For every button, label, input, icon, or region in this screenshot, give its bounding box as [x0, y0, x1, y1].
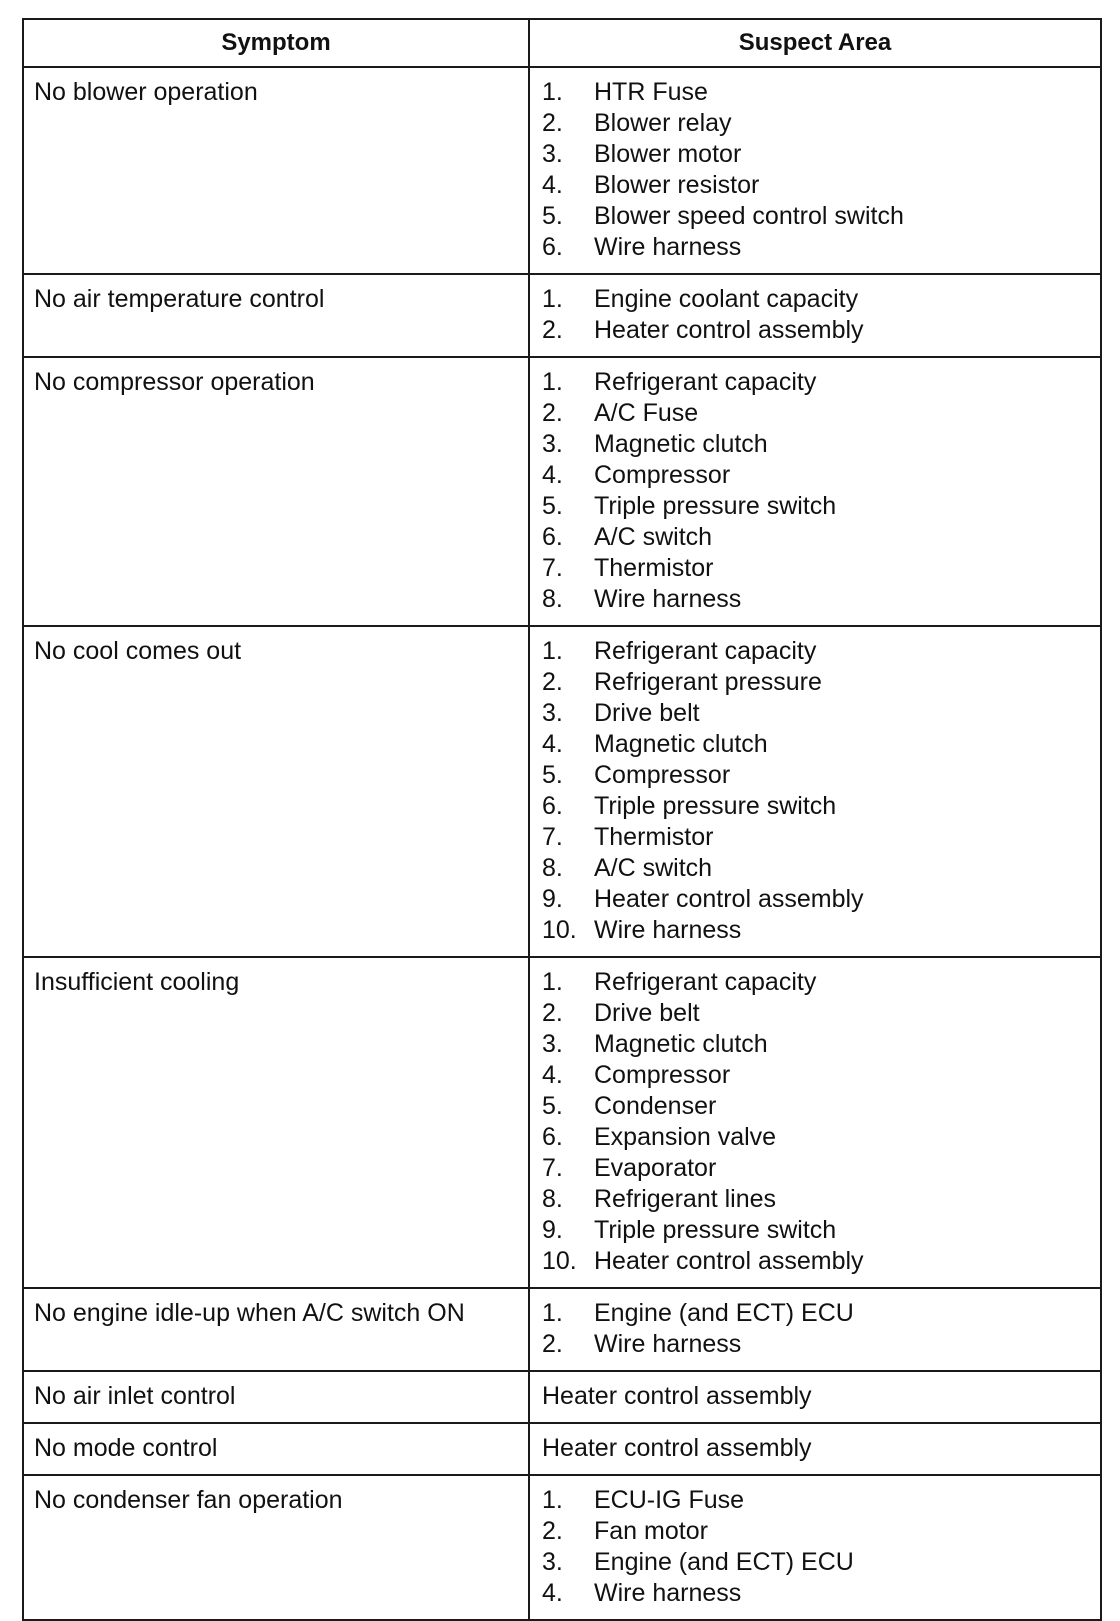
- table-row: [23, 626, 1101, 957]
- symptom-text: No compressor operation: [34, 368, 315, 396]
- suspect-item: [542, 853, 1092, 884]
- suspect-item: [542, 429, 1092, 460]
- suspect-item-number: 6.: [542, 1123, 563, 1151]
- suspect-item: [542, 1029, 1092, 1060]
- suspect-item-text: Wire harness: [594, 1579, 742, 1607]
- suspect-item-text: Drive belt: [594, 699, 700, 727]
- suspect-item: [542, 915, 1092, 946]
- suspect-item-text: Blower relay: [594, 109, 732, 137]
- suspect-item-text: A/C switch: [594, 523, 713, 551]
- suspect-item-number: 7.: [542, 1154, 563, 1182]
- suspect-item: [542, 1547, 1092, 1578]
- suspect-item-number: 1.: [542, 637, 563, 665]
- suspect-item-text: Blower motor: [594, 140, 742, 168]
- suspect-item-number: 1.: [542, 285, 563, 313]
- suspect-item: [542, 760, 1092, 791]
- suspect-item-number: 3.: [542, 140, 563, 168]
- suspect-item: [542, 967, 1092, 998]
- suspect-item-text: Refrigerant capacity: [594, 637, 817, 665]
- suspect-item: [542, 1578, 1092, 1609]
- suspect-area-cell: [529, 1371, 1101, 1423]
- suspect-item-number: 4.: [542, 1579, 563, 1607]
- table-row: [23, 957, 1101, 1288]
- suspect-item-text: Triple pressure switch: [594, 792, 837, 820]
- suspect-area-cell: [529, 1288, 1101, 1371]
- suspect-item-text: Evaporator: [594, 1154, 717, 1182]
- suspect-item: [542, 398, 1092, 429]
- suspect-item-number: 5.: [542, 202, 563, 230]
- suspect-item-number: 10.: [542, 916, 577, 944]
- suspect-item-text: Fan motor: [594, 1517, 708, 1545]
- suspect-item-text: Compressor: [594, 461, 731, 489]
- suspect-item-text: ECU-IG Fuse: [594, 1486, 745, 1514]
- suspect-item-number: 2.: [542, 1517, 563, 1545]
- symptom-text: No air temperature control: [34, 285, 325, 313]
- suspect-item: [542, 170, 1092, 201]
- suspect-plain-text: Heater control assembly: [542, 1434, 812, 1462]
- suspect-item-number: 3.: [542, 1548, 563, 1576]
- suspect-item-number: 6.: [542, 523, 563, 551]
- suspect-item-text: Triple pressure switch: [594, 492, 837, 520]
- suspect-item-number: 2.: [542, 109, 563, 137]
- suspect-item-number: 8.: [542, 1185, 563, 1213]
- suspect-item-number: 4.: [542, 730, 563, 758]
- suspect-item-number: 3.: [542, 430, 563, 458]
- symptom-text: No blower operation: [34, 78, 258, 106]
- suspect-item: [542, 1060, 1092, 1091]
- suspect-item: [542, 1153, 1092, 1184]
- suspect-item: [542, 284, 1092, 315]
- suspect-area-cell: [529, 1475, 1101, 1620]
- suspect-item-number: 5.: [542, 1092, 563, 1120]
- suspect-list: [542, 284, 1092, 346]
- suspect-item-text: Expansion valve: [594, 1123, 777, 1151]
- suspect-item-text: Heater control assembly: [594, 1247, 864, 1275]
- table-row: [23, 1288, 1101, 1371]
- suspect-item-text: A/C switch: [594, 854, 713, 882]
- suspect-item-text: Magnetic clutch: [594, 730, 768, 758]
- table-row: [23, 274, 1101, 357]
- table-body: [23, 67, 1101, 1620]
- suspect-item: [542, 822, 1092, 853]
- suspect-area-cell: [529, 67, 1101, 274]
- symptom-cell: [23, 357, 529, 626]
- suspect-item-text: Heater control assembly: [594, 316, 864, 344]
- symptom-text: No mode control: [34, 1434, 218, 1462]
- suspect-item-number: 7.: [542, 823, 563, 851]
- suspect-list: [542, 1485, 1092, 1609]
- suspect-item-text: Wire harness: [594, 233, 742, 261]
- suspect-list: [542, 367, 1092, 615]
- suspect-item-text: Magnetic clutch: [594, 430, 768, 458]
- symptom-text: No cool comes out: [34, 637, 242, 665]
- suspect-item: [542, 1246, 1092, 1277]
- suspect-item-number: 9.: [542, 1216, 563, 1244]
- suspect-item-number: 8.: [542, 854, 563, 882]
- suspect-item: [542, 108, 1092, 139]
- suspect-item: [542, 884, 1092, 915]
- suspect-item-number: 2.: [542, 999, 563, 1027]
- suspect-item: [542, 553, 1092, 584]
- suspect-area-cell: [529, 957, 1101, 1288]
- suspect-item-text: Drive belt: [594, 999, 700, 1027]
- suspect-item-text: Engine (and ECT) ECU: [594, 1548, 854, 1576]
- suspect-item-text: Wire harness: [594, 1330, 742, 1358]
- suspect-item-text: Magnetic clutch: [594, 1030, 768, 1058]
- suspect-plain-text: Heater control assembly: [542, 1382, 812, 1410]
- suspect-item-number: 4.: [542, 461, 563, 489]
- suspect-item-number: 4.: [542, 1061, 563, 1089]
- suspect-item-text: Triple pressure switch: [594, 1216, 837, 1244]
- suspect-item-text: Blower speed control switch: [594, 202, 904, 230]
- suspect-item-number: 1.: [542, 78, 563, 106]
- suspect-item: [542, 1091, 1092, 1122]
- symptom-cell: [23, 1371, 529, 1423]
- suspect-item-number: 5.: [542, 492, 563, 520]
- suspect-item: [542, 729, 1092, 760]
- suspect-item-text: Compressor: [594, 761, 731, 789]
- suspect-item: [542, 77, 1092, 108]
- suspect-item-number: 6.: [542, 792, 563, 820]
- suspect-item-number: 5.: [542, 761, 563, 789]
- suspect-item-text: Refrigerant pressure: [594, 668, 822, 696]
- suspect-item: [542, 1122, 1092, 1153]
- suspect-item-number: 4.: [542, 171, 563, 199]
- suspect-item-number: 1.: [542, 1299, 563, 1327]
- suspect-item-number: 2.: [542, 399, 563, 427]
- suspect-item: [542, 1485, 1092, 1516]
- suspect-item: [542, 998, 1092, 1029]
- suspect-item-text: Refrigerant lines: [594, 1185, 777, 1213]
- symptom-cell: [23, 67, 529, 274]
- suspect-item: [542, 1516, 1092, 1547]
- suspect-item-text: Refrigerant capacity: [594, 368, 817, 396]
- suspect-area-cell: [529, 274, 1101, 357]
- symptom-cell: [23, 626, 529, 957]
- symptom-text: No air inlet control: [34, 1382, 236, 1410]
- suspect-item-number: 8.: [542, 585, 563, 613]
- suspect-item-text: Condenser: [594, 1092, 717, 1120]
- table-row: [23, 1423, 1101, 1475]
- suspect-list: [542, 77, 1092, 263]
- suspect-item-number: 2.: [542, 316, 563, 344]
- suspect-item: [542, 315, 1092, 346]
- suspect-item-text: Engine coolant capacity: [594, 285, 859, 313]
- suspect-item: [542, 491, 1092, 522]
- symptom-cell: [23, 274, 529, 357]
- table-row: [23, 1371, 1101, 1423]
- suspect-item: [542, 1215, 1092, 1246]
- suspect-list: [542, 967, 1092, 1277]
- suspect-item-text: Blower resistor: [594, 171, 760, 199]
- suspect-item-number: 10.: [542, 1247, 577, 1275]
- suspect-item-text: Heater control assembly: [594, 885, 864, 913]
- suspect-item-text: Thermistor: [594, 823, 714, 851]
- table-row: [23, 67, 1101, 274]
- suspect-item: [542, 667, 1092, 698]
- symptom-cell: [23, 1475, 529, 1620]
- suspect-item-text: HTR Fuse: [594, 78, 708, 106]
- suspect-item-number: 2.: [542, 668, 563, 696]
- suspect-item-text: Thermistor: [594, 554, 714, 582]
- suspect-item: [542, 460, 1092, 491]
- suspect-item-number: 6.: [542, 233, 563, 261]
- suspect-item: [542, 201, 1092, 232]
- suspect-item: [542, 139, 1092, 170]
- suspect-item-text: Engine (and ECT) ECU: [594, 1299, 854, 1327]
- suspect-item-text: Wire harness: [594, 916, 742, 944]
- suspect-area-cell: [529, 626, 1101, 957]
- suspect-item-number: 1.: [542, 1486, 563, 1514]
- table-row: [23, 1475, 1101, 1620]
- suspect-item: [542, 522, 1092, 553]
- suspect-area-header: Suspect Area: [529, 19, 1101, 67]
- suspect-item: [542, 636, 1092, 667]
- suspect-item-number: 1.: [542, 968, 563, 996]
- suspect-item: [542, 791, 1092, 822]
- suspect-item-text: Refrigerant capacity: [594, 968, 817, 996]
- suspect-item: [542, 1329, 1092, 1360]
- suspect-area-cell: [529, 357, 1101, 626]
- symptom-cell: [23, 957, 529, 1288]
- suspect-area-cell: [529, 1423, 1101, 1475]
- suspect-item-number: 3.: [542, 1030, 563, 1058]
- suspect-item: [542, 1184, 1092, 1215]
- suspect-item-text: A/C Fuse: [594, 399, 699, 427]
- suspect-item-text: Compressor: [594, 1061, 731, 1089]
- suspect-list: [542, 636, 1092, 946]
- suspect-item: [542, 232, 1092, 263]
- suspect-item-number: 1.: [542, 368, 563, 396]
- suspect-item: [542, 1298, 1092, 1329]
- symptom-text: Insufficient cooling: [34, 968, 240, 996]
- symptom-text: No condenser fan operation: [34, 1486, 343, 1514]
- symptom-header: Symptom: [23, 19, 529, 67]
- symptom-cell: [23, 1423, 529, 1475]
- suspect-item-number: 2.: [542, 1330, 563, 1358]
- troubleshooting-table: [22, 18, 1102, 1621]
- symptom-cell: [23, 1288, 529, 1371]
- symptom-text: No engine idle-up when A/C switch ON: [34, 1299, 465, 1327]
- suspect-item-number: 3.: [542, 699, 563, 727]
- suspect-item-text: Wire harness: [594, 585, 742, 613]
- suspect-item: [542, 584, 1092, 615]
- suspect-item: [542, 367, 1092, 398]
- suspect-list: [542, 1298, 1092, 1360]
- header-row: [23, 19, 1101, 67]
- suspect-item: [542, 698, 1092, 729]
- table-row: [23, 357, 1101, 626]
- suspect-item-number: 7.: [542, 554, 563, 582]
- suspect-item-number: 9.: [542, 885, 563, 913]
